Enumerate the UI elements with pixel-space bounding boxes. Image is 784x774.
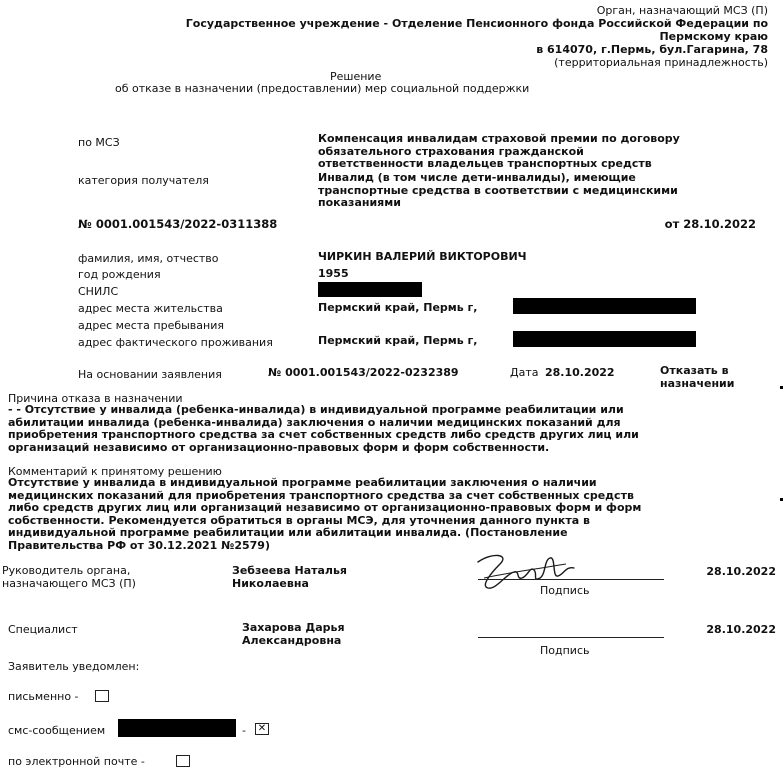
- msz-value-line: Компенсация инвалидам страховой премии по договору: [318, 132, 680, 145]
- issuing-authority-block: [186, 4, 768, 69]
- head-label-line: назначающего МСЗ (П): [2, 576, 136, 590]
- application-number: № 0001.001543/2022-0232389: [268, 366, 459, 379]
- application-date: 28.10.2022: [545, 366, 615, 379]
- stay-address-label: адрес места пребывания: [78, 319, 224, 332]
- specialist-signature-line: [478, 637, 664, 638]
- reason-line: приобретения транспортного средства за счет собственных средств либо средств других лиц или: [8, 428, 639, 441]
- notify-email-checkbox[interactable]: [176, 755, 190, 767]
- residence-label: адрес места жительства: [78, 302, 223, 315]
- comment-line: Правительства РФ от 30.12.2021 №2579): [8, 538, 270, 552]
- residence-redaction: [513, 298, 696, 314]
- notify-email-label: по электронной почте -: [8, 755, 145, 768]
- comment-line: индивидуальной программе реабилитации или абилитации инвалида. (Постановление: [8, 526, 568, 539]
- comment-text: [8, 477, 641, 552]
- head-label-line: Руководитель органа,: [2, 564, 131, 577]
- reason-line: - - Отсутствие у инвалида (ребенка-инвалида) в индивидуальной программе реабилитации или: [8, 403, 624, 416]
- head-name: [232, 565, 347, 590]
- head-name-line: Зебзеева Наталья: [232, 564, 347, 577]
- territorial-caption: (территориальная принадлежность): [554, 56, 768, 69]
- authority-name-line2: Пермскому краю: [659, 30, 768, 43]
- birth-year-label: год рождения: [78, 268, 161, 281]
- notify-sms-checkbox[interactable]: ✕: [255, 723, 269, 735]
- msz-value-line: ответственности владельцев транспортных средств: [318, 157, 652, 170]
- decision-number: № 0001.001543/2022-0311388: [78, 217, 278, 231]
- head-name-line: Николаевна: [232, 576, 309, 590]
- decision-date: от 28.10.2022: [664, 217, 756, 231]
- application-basis-label: На основании заявления: [78, 368, 222, 381]
- notify-heading: Заявитель уведомлен:: [8, 660, 140, 673]
- category-value-line: транспортные средства в соответствии с медицинскими: [318, 183, 678, 197]
- application-result: [660, 365, 734, 390]
- head-label: [2, 565, 136, 590]
- residence-value: Пермский край, Пермь г,: [318, 301, 478, 314]
- specialist-name-line: Захарова Дарья: [242, 621, 345, 634]
- document-subtitle: об отказе в назначении (предоставлении) мер социальной поддержки: [115, 82, 530, 95]
- comment-line: либо средств других лиц или организаций независимо от организационно-правовых форм и форм: [8, 501, 642, 514]
- specialist-sign-date: 28.10.2022: [706, 623, 776, 636]
- reason-text: [8, 404, 639, 454]
- document-title: Решение: [330, 70, 382, 83]
- specialist-name: [242, 622, 345, 647]
- specialist-podpis-label: Подпись: [540, 644, 590, 657]
- actual-address-value: Пермский край, Пермь г,: [318, 334, 478, 347]
- actual-address-label: адрес фактического проживания: [78, 336, 273, 349]
- comment-line: Отсутствие у инвалида в индивидуальной программе реабилитации заключения о наличии: [8, 476, 597, 489]
- reason-line: организаций независимо от организационно-правовых форм и форм собственности.: [8, 440, 550, 454]
- notify-sms-dash: -: [242, 724, 246, 737]
- msz-value: [318, 133, 680, 171]
- authority-name-line1: Государственное учреждение - Отделение Пенсионного фонда Российской Федерации по: [185, 17, 768, 30]
- head-signature-line: [478, 579, 664, 580]
- specialist-label: Специалист: [8, 623, 78, 636]
- application-result-line: Отказать в: [660, 364, 729, 377]
- fio-value: ЧИРКИН ВАЛЕРИЙ ВИКТОРОВИЧ: [318, 250, 527, 263]
- category-value-line: показаниями: [318, 196, 401, 209]
- notify-written-label: письменно -: [8, 690, 79, 703]
- scan-mark: [780, 386, 783, 389]
- snils-redaction: [318, 282, 422, 297]
- fio-label: фамилия, имя, отчество: [78, 252, 219, 265]
- reason-heading: Причина отказа в назначении: [8, 392, 183, 405]
- phone-redaction: [118, 719, 236, 737]
- specialist-name-line: Александровна: [242, 633, 342, 647]
- notify-written-checkbox[interactable]: [95, 690, 109, 702]
- category-label: категория получателя: [78, 174, 209, 187]
- authority-address: в 614070, г.Пермь, бул.Гагарина, 78: [536, 43, 768, 56]
- actual-address-redaction: [513, 331, 696, 347]
- application-date-label: Дата: [510, 366, 539, 379]
- scan-mark: [780, 498, 783, 501]
- reason-line: абилитации инвалида (ребенка-инвалида) заключения о наличии медицинских показаний для: [8, 415, 621, 429]
- category-value: [318, 172, 678, 210]
- msz-label: по МСЗ: [78, 136, 120, 149]
- comment-line: собственности. Рекомендуется обратиться в органы МСЭ, для уточнения данного пункта в: [8, 513, 590, 527]
- category-value-line: Инвалид (в том числе дети-инвалиды), имеющие: [318, 171, 636, 184]
- application-result-line: назначении: [660, 376, 735, 390]
- snils-label: СНИЛС: [78, 285, 119, 298]
- comment-heading: Комментарий к принятому решению: [8, 465, 222, 478]
- authority-caption: Орган, назначающий МСЗ (П): [596, 4, 768, 17]
- notify-sms-label: смс-сообщением: [8, 724, 106, 737]
- head-podpis-label: Подпись: [540, 584, 590, 597]
- comment-line: медицинских показаний для приобретения транспортного средства за счет собственных средств: [8, 488, 634, 502]
- head-sign-date: 28.10.2022: [706, 565, 776, 578]
- birth-year-value: 1955: [318, 267, 349, 280]
- msz-value-line: обязательного страхования гражданской: [318, 144, 584, 158]
